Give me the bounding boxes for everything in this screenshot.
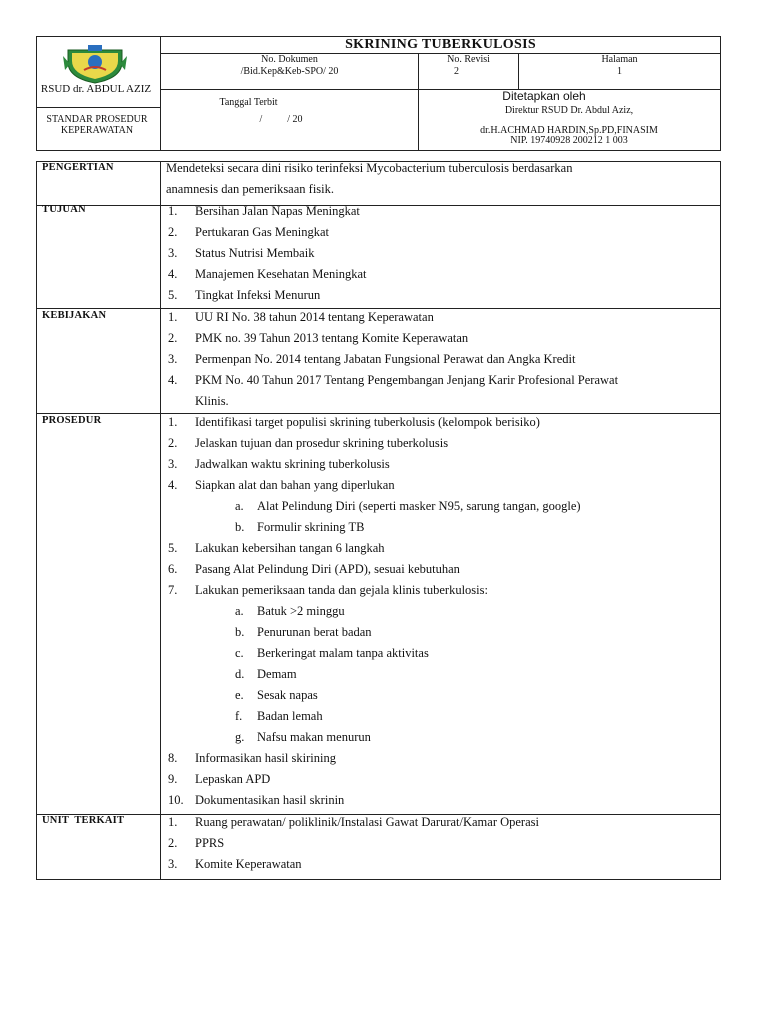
list-number: 3. — [168, 457, 178, 471]
list-number: 4. — [168, 478, 178, 492]
sub-list-letter: d. — [235, 667, 245, 681]
page-label: Halaman — [601, 54, 638, 65]
list-number: 4. — [168, 373, 178, 387]
list-item: PPRS — [195, 836, 225, 850]
list-item: Lakukan pemeriksaan tanda dan gejala klinis tuberkulosis: — [195, 583, 488, 597]
list-item: Pasang Alat Pelindung Diri (APD), sesuai kebutuhan — [195, 562, 460, 576]
approved-by-label: Ditetapkan oleh — [502, 89, 586, 103]
section-label-unit-terkait: UNIT TERKAIT — [42, 815, 125, 826]
list-item: Tingkat Infeksi Menurun — [195, 288, 321, 302]
list-number: 5. — [168, 541, 178, 555]
list-number: 3. — [168, 352, 178, 366]
sub-list-letter: c. — [235, 646, 244, 660]
list-number: 10. — [168, 793, 184, 807]
sub-list-letter: e. — [235, 688, 244, 702]
section-label-prosedur: PROSEDUR — [42, 415, 102, 426]
list-item: Bersihan Jalan Napas Meningkat — [195, 204, 360, 218]
list-item: Jadwalkan waktu skrining tuberkolusis — [195, 457, 390, 471]
issue-date-value: / / 20 — [259, 114, 303, 125]
list-item: Jelaskan tujuan dan prosedur skrining tuberkolusis — [195, 436, 449, 450]
list-item: Pertukaran Gas Meningkat — [195, 225, 329, 239]
list-number: 2. — [168, 225, 178, 239]
list-item: Manajemen Kesehatan Meningkat — [195, 267, 367, 281]
list-item: Komite Keperawatan — [195, 857, 302, 871]
sub-list-item: Formulir skrining TB — [257, 520, 365, 534]
list-number: 2. — [168, 331, 178, 345]
list-number: 1. — [168, 415, 178, 429]
list-item-continuation: Klinis. — [195, 394, 229, 408]
section-label-tujuan: TUJUAN — [42, 204, 86, 215]
director-name: dr.H.ACHMAD HARDIN,Sp.PD,FINASIM — [480, 125, 658, 136]
sub-list-item: Berkeringat malam tanpa aktivitas — [257, 646, 429, 660]
list-number: 1. — [168, 815, 178, 829]
pengertian-text-line2: anamnesis dan pemeriksaan fisik. — [166, 182, 335, 196]
list-number: 3. — [168, 246, 178, 260]
list-number: 2. — [168, 436, 178, 450]
list-item: Status Nutrisi Membaik — [195, 246, 315, 260]
sub-list-letter: a. — [235, 499, 244, 513]
list-item: Siapkan alat dan bahan yang diperlukan — [195, 478, 395, 492]
list-number: 7. — [168, 583, 178, 597]
list-item: PKM No. 40 Tahun 2017 Tentang Pengembangan Jenjang Karir Profesional Perawat — [195, 373, 619, 387]
sop-label: STANDAR PROSEDUR KEPERAWATAN — [46, 114, 148, 136]
list-item: Permenpan No. 2014 tentang Jabatan Fungsional Perawat dan Angka Kredit — [195, 352, 576, 366]
list-number: 1. — [168, 310, 178, 324]
list-item: PMK no. 39 Tahun 2013 tentang Komite Keperawatan — [195, 331, 469, 345]
list-item: Dokumentasikan hasil skrinin — [195, 793, 345, 807]
sub-list-letter: g. — [235, 730, 245, 744]
list-number: 2. — [168, 836, 178, 850]
list-item: Lakukan kebersihan tangan 6 langkah — [195, 541, 385, 555]
list-item: Ruang perawatan/ poliklinik/Instalasi Gawat Darurat/Kamar Operasi — [195, 815, 539, 829]
document-title: SKRINING TUBERKULOSIS — [345, 37, 536, 52]
sub-list-letter: b. — [235, 625, 245, 639]
list-item: Identifikasi target populisi skrining tuberkolusis (kelompok berisiko) — [195, 415, 540, 429]
section-label-pengertian: PENGERTIAN — [42, 162, 114, 173]
sub-list-letter: b. — [235, 520, 245, 534]
issue-date-label: Tanggal Terbit — [219, 97, 278, 108]
doc-no-value: /Bid.Kep&Keb-SPO/ 20 — [240, 66, 339, 77]
list-number: 6. — [168, 562, 178, 576]
section-label-kebijakan: KEBIJAKAN — [42, 310, 107, 321]
director-title: Direktur RSUD Dr. Abdul Aziz, — [504, 105, 634, 116]
sub-list-item: Batuk >2 minggu — [257, 604, 345, 618]
director-nip: NIP. 19740928 200212 1 003 — [510, 135, 628, 146]
list-item: Informasikan hasil skirining — [195, 751, 336, 765]
hospital-logo — [62, 44, 128, 84]
sub-list-letter: f. — [235, 709, 243, 723]
list-item: Lepaskan APD — [195, 772, 271, 786]
list-number: 9. — [168, 772, 178, 786]
sub-list-item: Badan lemah — [257, 709, 323, 723]
sub-list-item: Sesak napas — [257, 688, 318, 702]
list-number: 3. — [168, 857, 178, 871]
list-number: 4. — [168, 267, 178, 281]
revision-value: 2 — [454, 66, 459, 77]
list-number: 5. — [168, 288, 178, 302]
list-number: 1. — [168, 204, 178, 218]
list-item: UU RI No. 38 tahun 2014 tentang Keperawatan — [195, 310, 434, 324]
sub-list-letter: a. — [235, 604, 244, 618]
sub-list-item: Penurunan berat badan — [257, 625, 372, 639]
sub-list-item: Demam — [257, 667, 297, 681]
pengertian-text-line1: Mendeteksi secara dini risiko terinfeksi Mycobacterium tuberculosis berdasarkan — [166, 161, 573, 175]
revision-label: No. Revisi — [447, 54, 490, 65]
sub-list-item: Alat Pelindung Diri (seperti masker N95, sarung tangan, google) — [257, 499, 581, 513]
sub-list-item: Nafsu makan menurun — [257, 730, 371, 744]
doc-no-label: No. Dokumen — [261, 54, 318, 65]
page-value: 1 — [617, 66, 622, 77]
list-number: 8. — [168, 751, 178, 765]
hospital-name: RSUD dr. ABDUL AZIZ — [40, 83, 152, 95]
